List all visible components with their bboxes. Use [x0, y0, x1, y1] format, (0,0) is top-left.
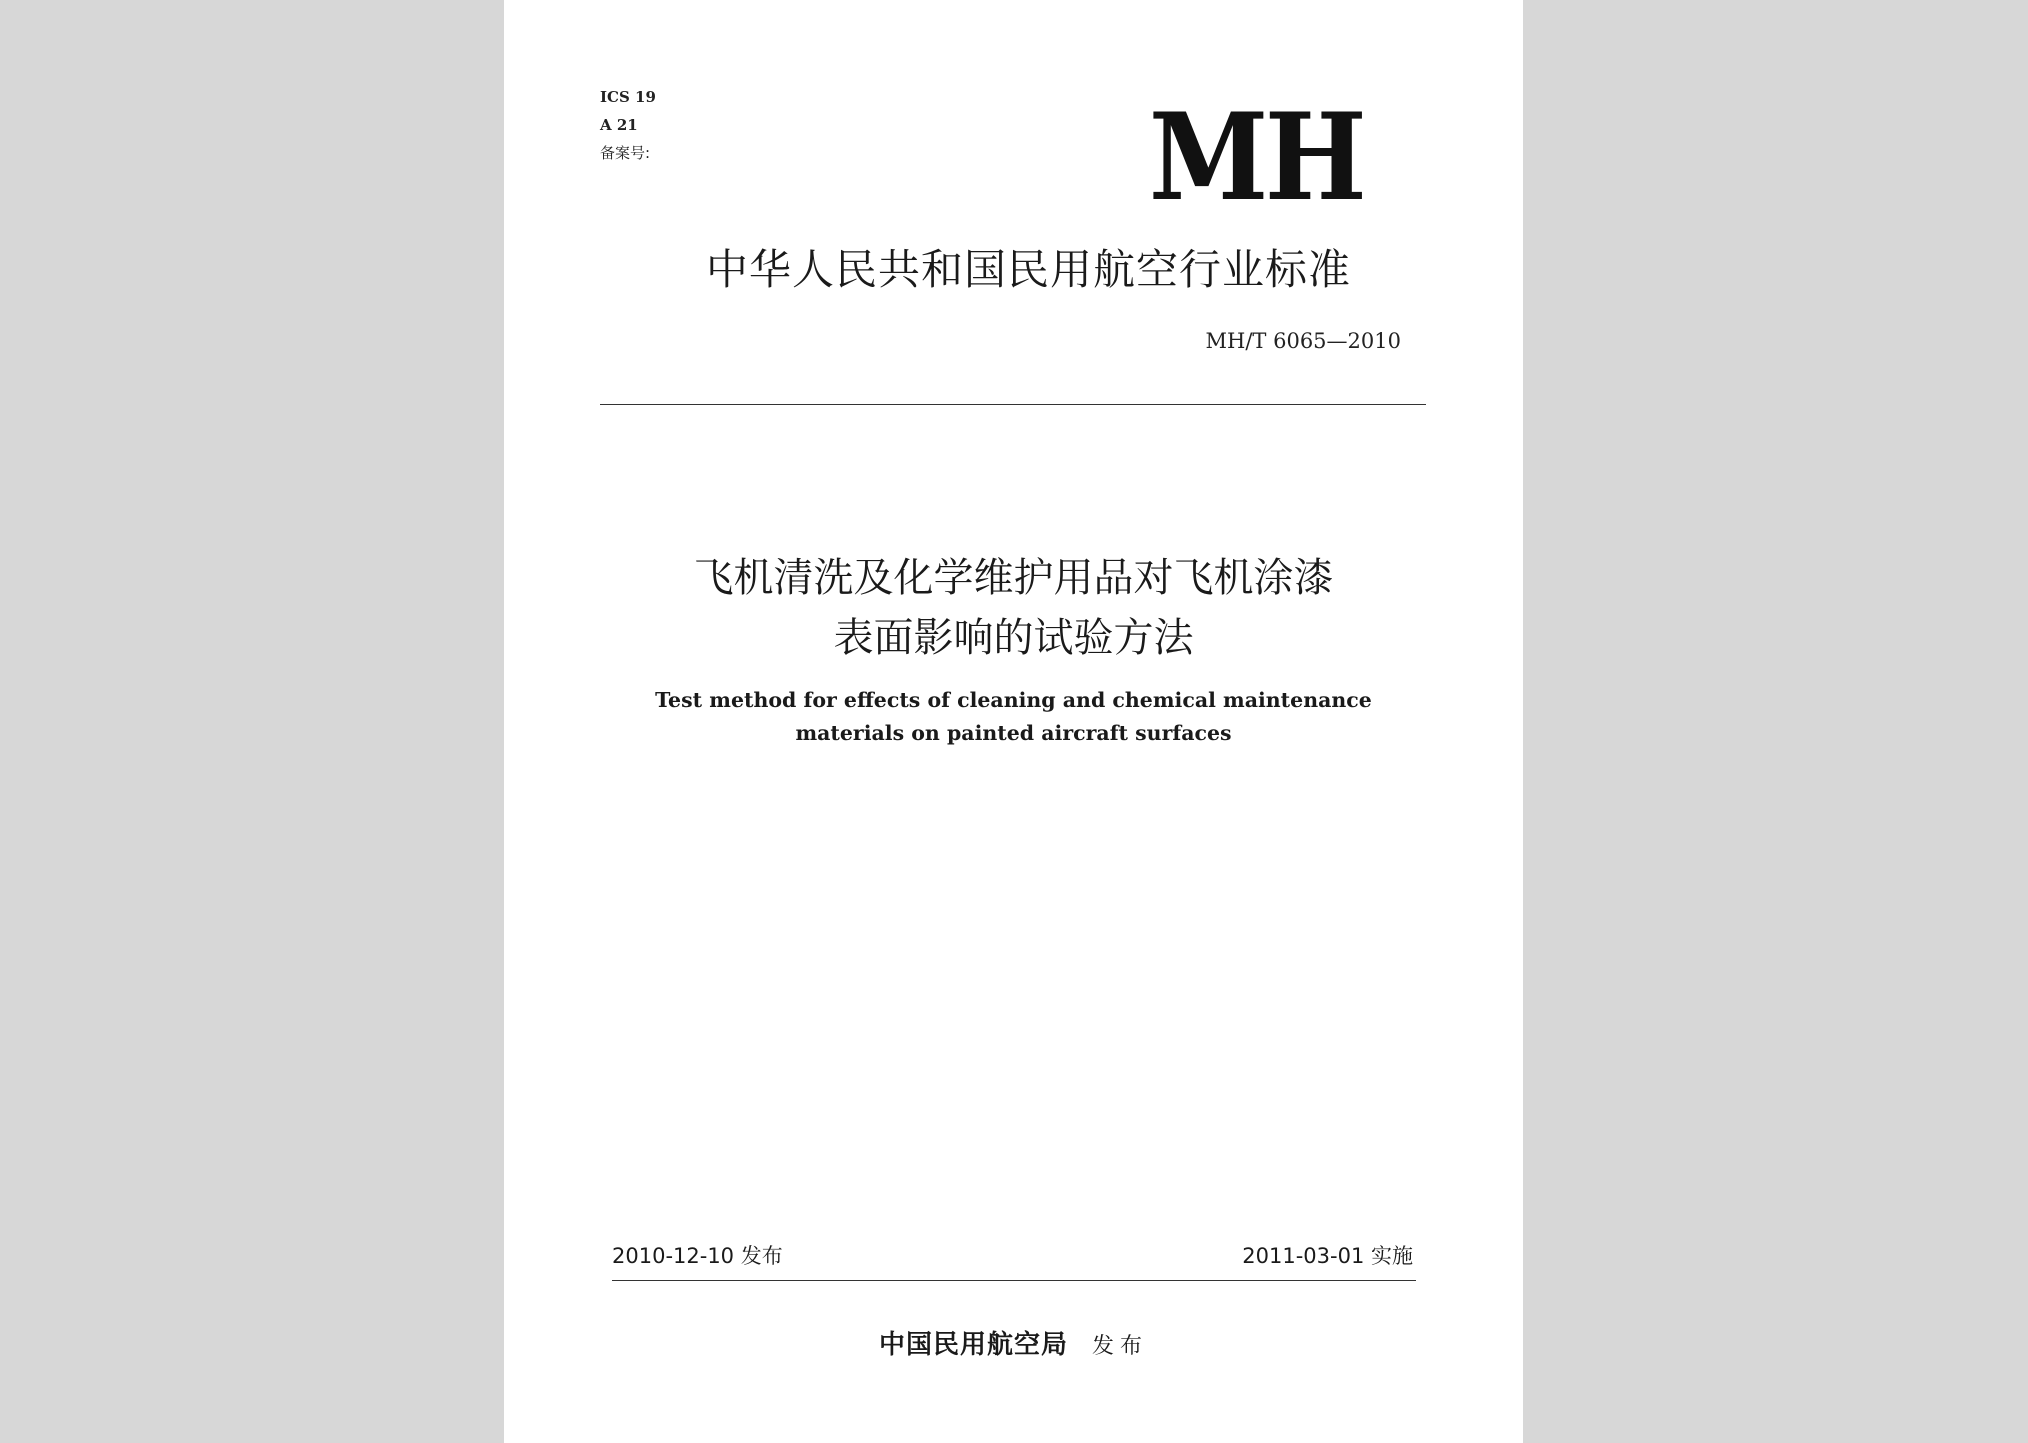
publisher-org: 中国民用航空局: [878, 1330, 1068, 1360]
header-divider: [600, 404, 1426, 405]
document-title-en: [504, 684, 1523, 750]
publisher-line: [504, 1328, 1523, 1364]
ics-code: ICS 19: [600, 88, 656, 106]
title-en-line-2: materials on painted aircraft surfaces: [795, 721, 1232, 745]
document-title-cn: [504, 548, 1523, 668]
standard-title: 中华人民共和国民用航空行业标准: [705, 245, 1351, 294]
mh-logo: MH: [1148, 87, 1363, 228]
issue-date: 2010-12-10 发布: [612, 1244, 783, 1268]
title-cn-line-2: 表面影响的试验方法: [833, 615, 1194, 661]
standard-number: MH/T 6065—2010: [1205, 329, 1401, 353]
footer-divider: [612, 1280, 1416, 1281]
publisher-verb: 发布: [1092, 1334, 1149, 1359]
title-cn-line-1: 飞机清洗及化学维护用品对飞机涂漆: [693, 555, 1334, 601]
record-number: 备案号:: [600, 144, 651, 162]
document-page: [504, 0, 1523, 1443]
title-en-line-1: Test method for effects of cleaning and chemical maintenance: [655, 688, 1372, 712]
effective-date: 2011-03-01 实施: [1242, 1244, 1413, 1268]
category-code: A 21: [600, 116, 638, 134]
